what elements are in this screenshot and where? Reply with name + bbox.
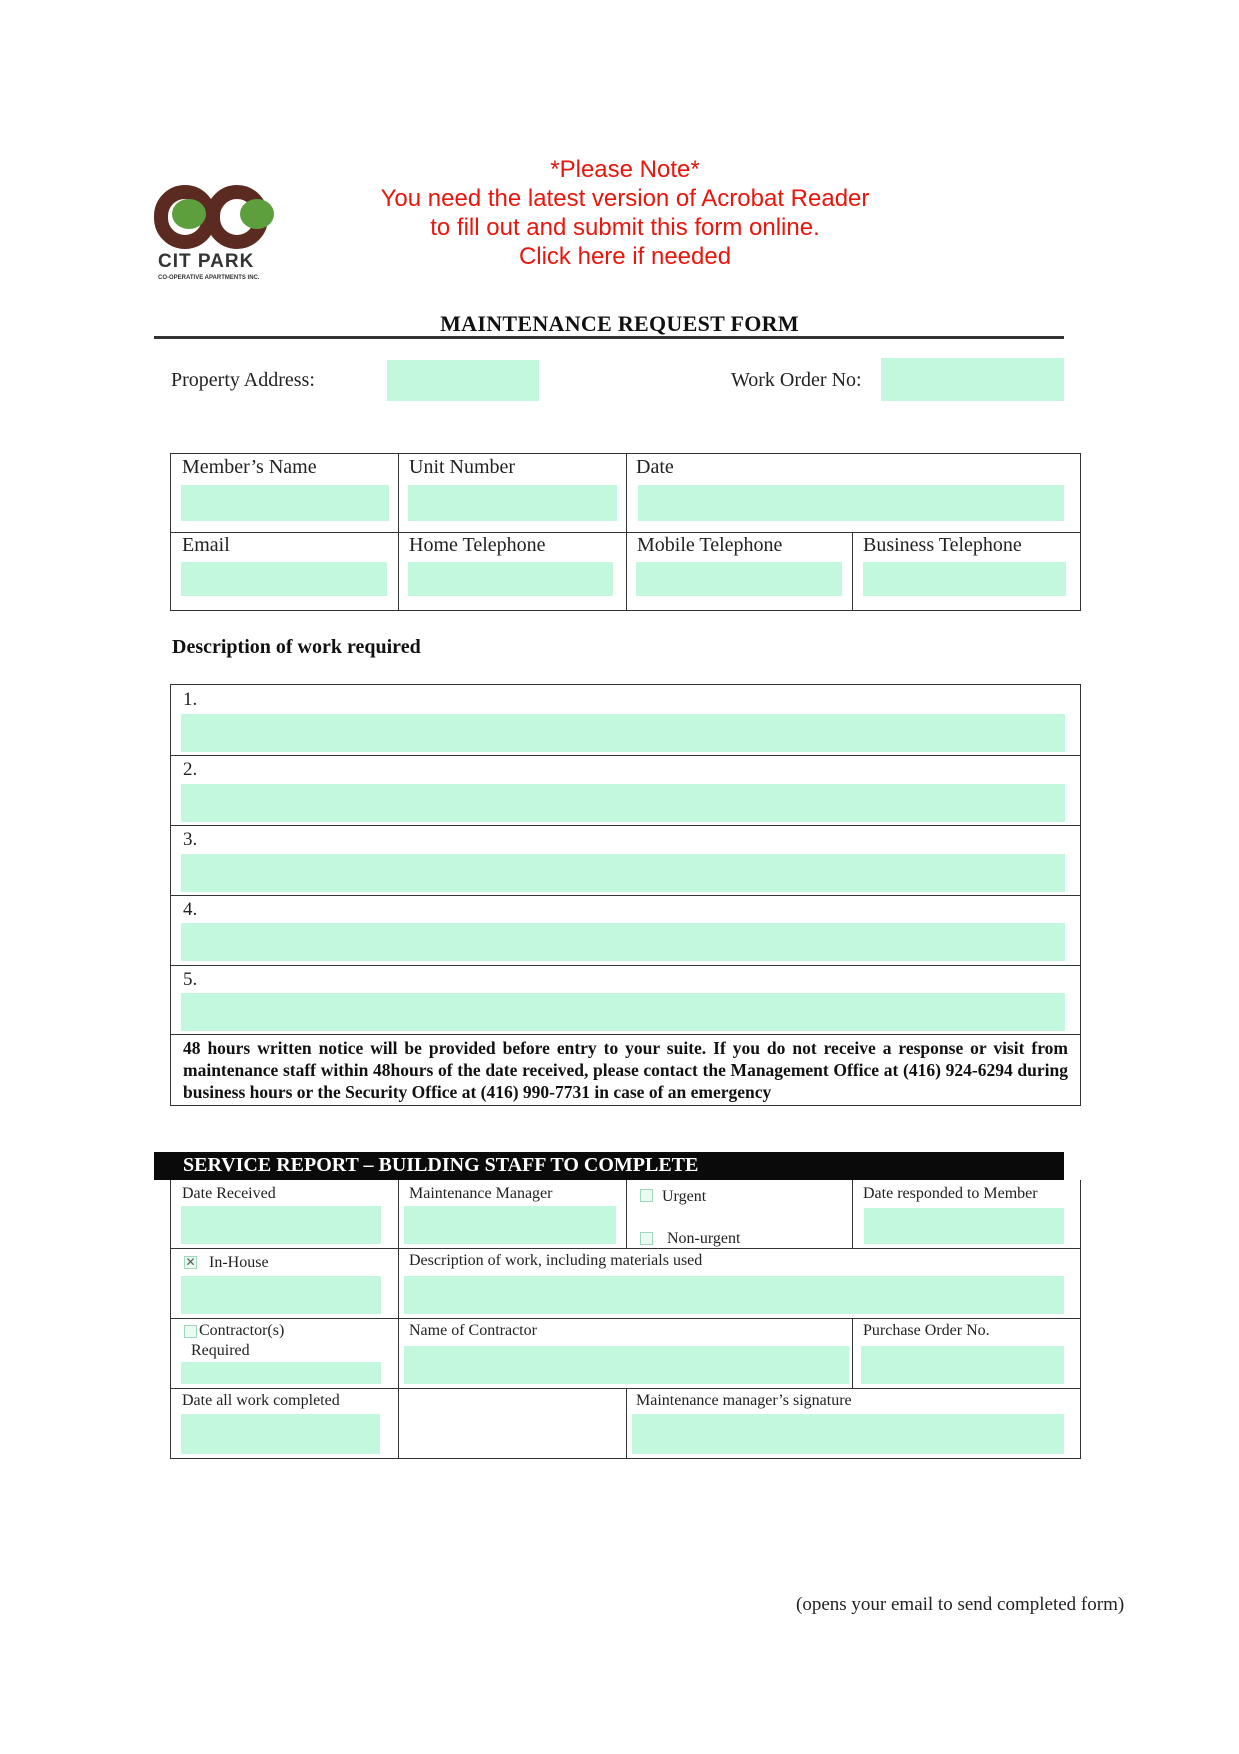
work-row-number: 3. — [183, 829, 198, 850]
logo-tagline: CO-OPERATIVE APARTMENTS INC. — [158, 275, 260, 281]
table-border — [170, 1248, 1081, 1249]
entry-notice: 48 hours written notice will be provided before entry to your suite. If you do not receive a response or visit from maintenance staff within 48hours of the date received, please contact the Management Office at (416) 924-6294 during business hours or the Security Office at (416) 990-7731 in case of an emergency — [183, 1038, 1068, 1102]
service-report-title: SERVICE REPORT – BUILDING STAFF TO COMPLETE — [183, 1154, 699, 1176]
email-field[interactable] — [181, 562, 387, 596]
work-item-field-3[interactable] — [181, 854, 1065, 892]
logo — [150, 185, 310, 290]
note-heading: *Please Note* — [550, 156, 700, 183]
urgent-label: Urgent — [662, 1188, 707, 1205]
date-responded-label: Date responded to Member — [863, 1185, 1038, 1202]
non-urgent-label: Non-urgent — [667, 1230, 741, 1247]
contractors-checkbox[interactable] — [184, 1325, 197, 1338]
table-border — [626, 1388, 627, 1458]
date-completed-field[interactable] — [181, 1414, 380, 1454]
name-of-contractor-field[interactable] — [404, 1346, 849, 1384]
table-border — [170, 1180, 171, 1459]
in-house-checkbox[interactable]: ✕ — [185, 1255, 196, 1269]
table-border — [1080, 453, 1081, 611]
maintenance-manager-label: Maintenance Manager — [409, 1185, 553, 1202]
tree-icon — [172, 199, 206, 229]
table-border — [170, 755, 1081, 756]
business-telephone-label: Business Telephone — [863, 534, 1022, 556]
signature-label: Maintenance manager’s signature — [636, 1392, 852, 1409]
form-title: MAINTENANCE REQUEST FORM — [440, 311, 799, 336]
non-urgent-checkbox[interactable] — [640, 1232, 653, 1245]
mobile-telephone-field[interactable] — [636, 562, 842, 596]
contractors-field[interactable] — [181, 1362, 381, 1384]
home-telephone-label: Home Telephone — [409, 534, 546, 556]
date-label: Date — [636, 456, 674, 478]
unit-number-field[interactable] — [408, 485, 617, 521]
in-house-field[interactable] — [181, 1276, 381, 1314]
property-address-field[interactable] — [387, 360, 539, 401]
purchase-order-label: Purchase Order No. — [863, 1322, 990, 1339]
description-of-work-field[interactable] — [404, 1276, 1064, 1314]
work-item-field-4[interactable] — [181, 923, 1065, 961]
table-border — [170, 1105, 1081, 1106]
urgent-checkbox[interactable] — [640, 1189, 653, 1202]
table-border — [626, 453, 627, 611]
description-title: Description of work required — [172, 636, 421, 658]
work-item-field-5[interactable] — [181, 993, 1065, 1031]
table-border — [170, 1318, 1081, 1319]
work-row-number: 5. — [183, 969, 198, 990]
property-address-label: Property Address: — [171, 369, 315, 391]
contractors-label: Contractor(s) — [199, 1322, 285, 1339]
member-name-label: Member’s Name — [182, 456, 317, 478]
table-border — [852, 1180, 853, 1248]
table-border — [170, 1458, 1081, 1459]
in-house-label: In-House — [209, 1254, 269, 1271]
description-of-work-label: Description of work, including materials used — [409, 1252, 703, 1269]
mobile-telephone-label: Mobile Telephone — [637, 534, 783, 556]
table-border — [170, 825, 1081, 826]
table-border — [852, 1318, 853, 1388]
date-field[interactable] — [638, 485, 1064, 521]
date-completed-label: Date all work completed — [182, 1392, 340, 1409]
acrobat-link[interactable]: Click here if needed — [518, 243, 732, 270]
work-order-label: Work Order No: — [731, 369, 862, 391]
maintenance-manager-field[interactable] — [404, 1206, 616, 1244]
note-line: to fill out and submit this form online. — [430, 214, 820, 241]
work-order-field[interactable] — [881, 358, 1064, 401]
table-border — [1080, 1180, 1081, 1459]
table-border — [170, 453, 171, 611]
signature-field[interactable] — [632, 1414, 1064, 1454]
unit-number-label: Unit Number — [409, 456, 516, 478]
business-telephone-field[interactable] — [863, 562, 1066, 596]
table-border — [398, 453, 399, 611]
acrobat-note — [330, 155, 920, 271]
member-name-field[interactable] — [181, 485, 389, 521]
title-rule — [154, 336, 1064, 339]
required-label: Required — [191, 1342, 250, 1359]
note-line: You need the latest version of Acrobat Reader — [380, 185, 870, 212]
home-telephone-field[interactable] — [408, 562, 613, 596]
table-border — [1080, 684, 1081, 1106]
work-item-field-1[interactable] — [181, 714, 1065, 752]
work-item-field-2[interactable] — [181, 784, 1065, 822]
table-border — [398, 1180, 399, 1459]
work-row-number: 1. — [183, 689, 198, 710]
email-label: Email — [182, 534, 230, 556]
date-received-field[interactable] — [181, 1206, 381, 1244]
tree-icon — [240, 199, 274, 229]
email-submit-note[interactable]: (opens your email to send completed form) — [796, 1594, 1125, 1615]
work-row-number: 2. — [183, 759, 198, 780]
table-border — [170, 684, 171, 1106]
table-border — [170, 1034, 1081, 1035]
date-received-label: Date Received — [182, 1185, 276, 1202]
table-border — [170, 684, 1081, 685]
table-border — [852, 532, 853, 611]
purchase-order-field[interactable] — [861, 1346, 1064, 1384]
logo-name: CIT PARK — [158, 251, 255, 272]
work-row-number: 4. — [183, 899, 198, 920]
name-of-contractor-label: Name of Contractor — [409, 1322, 537, 1339]
table-border — [626, 1180, 627, 1248]
table-border — [170, 895, 1081, 896]
date-responded-field[interactable] — [864, 1208, 1064, 1244]
table-border — [170, 965, 1081, 966]
